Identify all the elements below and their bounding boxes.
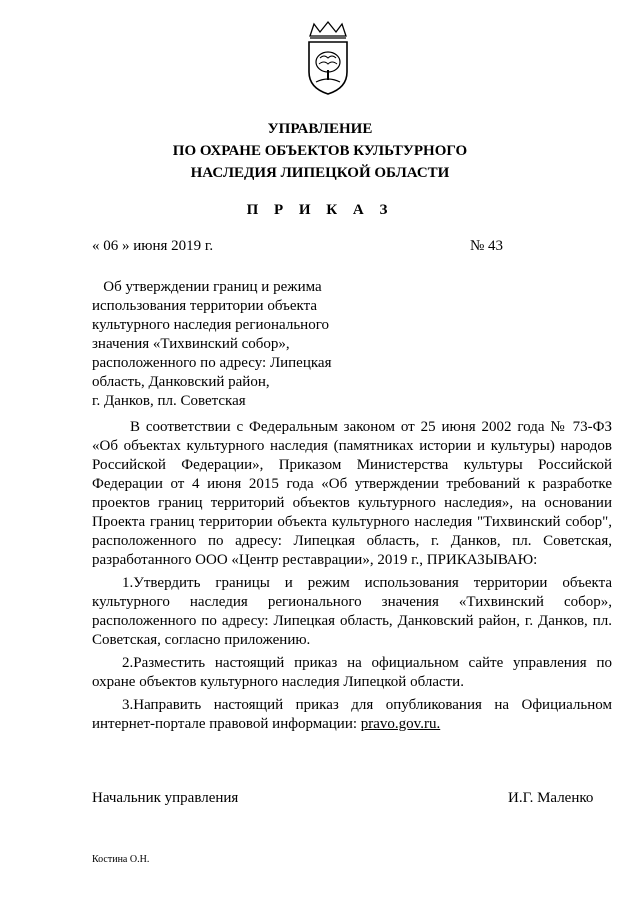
subject-line: Об утверждении границ и режима <box>92 279 322 295</box>
order-subject <box>92 278 352 411</box>
subject-line: использования территории объекта <box>92 298 317 314</box>
signatory-name: И.Г. Маленко <box>508 790 594 806</box>
order-item-2: 2.Разместить настоящий приказ на официальном сайте управления по охране объектов культурного наследия Липецкой области. <box>92 655 612 690</box>
preamble-paragraph: В соответствии с Федеральным законом от 25 июня 2002 года № 73-ФЗ «Об объектах культурного наследия (памятниках истории и культуры) народов Российской Федерации», Приказом Министерства культуры Российской Федерации от 4 июня 2015 года «Об утверждении требований к разработке проектов границ территорий объектов культурного наследия», на основании Проекта границ территории объекта культурного наследия "Тихвинский собор", расположенного по адресу: Липецкая область, г. Данков, пл. Советская, разработанного ООО «Центр реставрации», 2019 г., ПРИКАЗЫВАЮ: <box>92 419 612 568</box>
coat-of-arms-icon <box>302 20 354 96</box>
document-title: П Р И К А З <box>246 202 394 218</box>
organization-header <box>0 118 640 184</box>
header-line-1: УПРАВЛЕНИЕ <box>267 121 373 137</box>
order-item-1: 1.Утвердить границы и режим использования территории объекта культурного наследия регионального значения «Тихвинский собор», расположенного по адресу: Липецкая область, Данковский район, г. Данков, пл. Советская, согласно приложению. <box>92 575 612 648</box>
order-date: « 06 » июня 2019 г. <box>92 238 214 254</box>
subject-line: культурного наследия регионального <box>92 317 329 333</box>
subject-line: расположенного по адресу: Липецкая <box>92 355 332 371</box>
subject-line: г. Данков, пл. Советская <box>92 393 246 409</box>
header-line-3: НАСЛЕДИЯ ЛИПЕЦКОЙ ОБЛАСТИ <box>190 165 450 181</box>
pravo-gov-link[interactable]: pravo.gov.ru. <box>360 716 441 732</box>
order-number: № 43 <box>470 238 504 254</box>
signatory-position: Начальник управления <box>92 790 239 806</box>
order-item-3 <box>92 696 612 734</box>
order-item-3-text: 3.Направить настоящий приказ для опубликования на Официальном интернет-портале правовой информации: <box>92 697 612 732</box>
executor-name: Костина О.Н. <box>92 854 150 865</box>
subject-line: область, Данковский район, <box>92 374 270 390</box>
order-body <box>92 418 612 734</box>
header-line-2: ПО ОХРАНЕ ОБЪЕКТОВ КУЛЬТУРНОГО <box>172 143 468 159</box>
subject-line: значения «Тихвинский собор», <box>92 336 290 352</box>
